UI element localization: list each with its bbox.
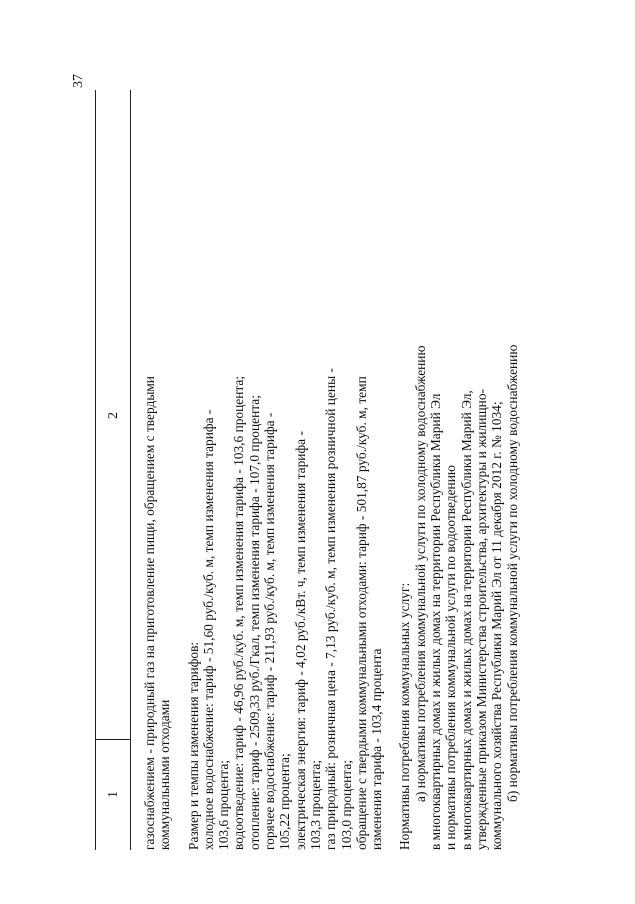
table-top-rule — [95, 90, 96, 850]
text-line: горячее водоснабжение: тариф - 211,93 руб./куб. м, темп изменения тарифа - — [262, 412, 278, 850]
text-line: коммунального хозяйства Республики Марий Эл от 11 декабря 2012 г. № 1034; — [489, 401, 505, 850]
column-divider — [95, 739, 131, 740]
text-line: Нормативы потребления коммунальных услуг: — [397, 582, 413, 850]
text-line: и нормативы потребления коммунальной услуги по водоотведению — [443, 465, 459, 850]
text-line: коммунальными отходами — [157, 699, 173, 850]
table-cell-content — [142, 90, 520, 850]
rotated-table — [95, 90, 550, 850]
text-line: холодное водоснабжение: тариф - 51,60 руб./куб. м, темп изменения тарифа - — [200, 409, 216, 850]
table-header-rule — [130, 90, 131, 850]
text-line: водоотведение: тариф - 46,96 руб./куб. м, темп изменения тарифа - 103,6 процента; — [231, 375, 247, 850]
text-line: а) нормативы потребления коммунальной услуги по холодному водоснабжению — [412, 345, 428, 802]
text-line: в многоквартирных домах и жилых домах на территории Республики Марий Эл, — [458, 390, 474, 850]
text-line: 105,22 процента; — [277, 753, 293, 850]
paragraph-tariffs — [186, 90, 385, 850]
paragraph-services — [142, 90, 173, 850]
text-line: утвержденные приказом Министерства строительства, архитектуры и жилищно- — [473, 388, 489, 850]
text-line: газ природный: розничная цена - 7,13 руб./куб. м, темп изменения розничной цены - — [323, 368, 339, 850]
text-line: 103,0 процента; — [338, 760, 354, 850]
column-1-header: 1 — [106, 791, 121, 798]
text-line: электрическая энергия: тариф - 4,02 руб./кВт. ч, темп изменения тарифа - — [292, 431, 308, 850]
text-line: обращение с твердыми коммунальными отходами: тариф - 501,87 руб./куб. м, темп — [353, 376, 369, 850]
text-line: изменения тарифа - 103,4 процента — [369, 648, 385, 850]
text-line: отопление: тариф - 2509,33 руб./Гкал, темп изменения тарифа - 107,0 процента; — [246, 395, 262, 850]
paragraph-norms — [397, 90, 519, 850]
text-line: б) нормативы потребления коммунальной услуги по холодному водоснабжению — [504, 344, 520, 802]
column-2-header: 2 — [106, 412, 121, 419]
text-line: 103,3 процента; — [307, 760, 323, 850]
text-line: 103,6 процента; — [216, 760, 232, 850]
text-line: газоснабжением - природный газ на приготовление пищи, обращением с твердыми — [142, 376, 157, 850]
text-line: Размер и темпы изменения тарифов: — [185, 641, 201, 850]
text-line: в многоквартирных домах и жилых домах на территории Республики Марий Эл — [428, 393, 444, 850]
page-number: 37 — [71, 74, 86, 88]
